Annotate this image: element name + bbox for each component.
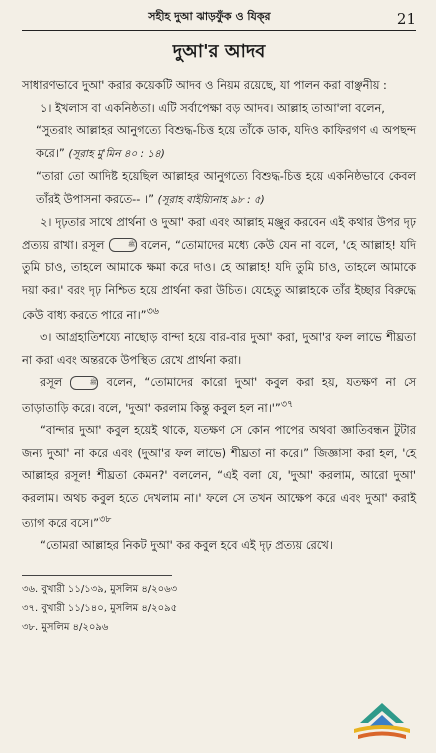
paragraph-text: বলেন, “তোমাদের মধ্যে কেউ যেন না বলে, 'হে আল্লাহ! যদি তুমি চাও, তাহলে আমাকে ক্ষমা করে দাও। হে আল্লাহ! যদি তুমি চাও, তাহলে আমাকে দয়া কর।' বরং দৃঢ় নিশ্চিত হয়ে প্রার্থনা করা উচিত। যেহেতু আল্লাহকে তাঁর ইচ্ছার বিরুদ্ধে কেউ বাধ্য করতে পারে না।”	[22, 237, 416, 322]
header-rule	[22, 30, 416, 31]
page-number: 21	[396, 10, 416, 28]
quote-text: “সুতরাং আল্লাহর আনুগত্যে বিশুদ্ধ-চিত্ত হয়ে তাঁকে ডাক, যদিও কাফিরগণ এ অপছন্দ করে।”	[36, 123, 416, 160]
chapter-title: দুআ'র আদব	[172, 41, 266, 62]
paragraph	[22, 419, 416, 534]
paragraph: ৩। আগ্রহাতিশয্যে নাছোড় বান্দা হয়ে বার-বার দুআ' করা, দুআ'র ফল লাভে শীঘ্রতা না করা এবং অন্তরকে উপস্থিত রেখে প্রার্থনা করা।	[22, 330, 416, 367]
body-text	[22, 74, 416, 557]
running-header	[22, 0, 416, 30]
footnotes	[22, 580, 416, 637]
quote-paragraph	[22, 119, 416, 165]
paragraph: ১। ইখলাস বা একনিষ্ঠতা। এটি সর্বাপেক্ষা বড় আদব। আল্লাহ তাআ'লা বলেন,	[40, 100, 385, 115]
quote-paragraph	[22, 165, 416, 211]
paragraph: সাধারণভাবে দুআ' করার কয়েকটি আদব ও নিয়ম রয়েছে, যা পালন করা বাঞ্ছনীয় :	[22, 78, 387, 92]
footnote-rule	[22, 575, 172, 576]
paragraph-text: রসূল	[40, 375, 63, 390]
paragraph-text: ২। দৃঢ়তার সাথে প্রার্থনা ও দুআ' করা এবং আল্লাহ মঞ্জুর করবেন এই কথার উপর দৃঢ় প্রত্যয় রাখা। রসূল	[22, 215, 416, 252]
quran-reference: (সূরাহ মু'মিন ৪০ : ১৪)	[68, 147, 165, 160]
footnote-marker: ৩৮	[99, 514, 112, 526]
salawat-icon: ﷺ	[109, 238, 137, 252]
quote-text: “তারা তো আদিষ্ট হয়েছিল আল্লাহর আনুগত্যে বিশুদ্ধ-চিত্ত হয়ে একনিষ্ঠভাবে কেবল তাঁরই উপাসনা করতে-- ।”	[36, 169, 416, 206]
footnote-marker: ৩৭	[280, 398, 294, 410]
footnote: ৩৬. বুখারী ১১/১৩৯, মুসলিম ৪/২০৬৩	[22, 583, 178, 595]
paragraph	[22, 371, 416, 419]
publisher-logo-icon	[346, 701, 418, 745]
paragraph-text: বলেন, “তোমাদের কারো দুআ' কবুল করা হয়, যতক্ষণ না সে তাড়াতাড়ি করে। বলে, 'দুআ' করলাম কিন্তু কবুল হল না।'”	[22, 375, 416, 415]
paragraph: “তোমরা আল্লাহর নিকট দুআ' কর কবুল হবে এই দৃঢ় প্রত্যয় রেখে।	[40, 538, 333, 553]
footnote: ৩৭. বুখারী ১১/১৪০, মুসলিম ৪/২০৯৫	[22, 602, 178, 614]
quran-reference: (সূরাহ বাইয়্যিনাহ ৯৮ : ৫)	[157, 193, 265, 206]
footnote-marker: ৩৬	[146, 306, 159, 317]
running-title: সহীহ দুআ ঝাড়ফুঁক ও যিক্‌র	[148, 10, 271, 23]
footnote: ৩৮. মুসলিম ৪/২০৯৬	[22, 621, 109, 633]
salawat-icon: ﷺ	[70, 376, 98, 390]
paragraph-text: “বান্দার দুআ' কবুল হয়েই থাকে, যতক্ষণ সে কোন পাপের অথবা জ্ঞাতিবন্ধন টুটার জন্য দুআ' না করে এবং (দুআ'র ফল লাভে) শীঘ্রতা না করে।” জিজ্ঞাসা করা হল, 'হে আল্লাহর রসূল! শীঘ্রতা কেমন?' বললেন, “এই বলা যে, 'দুআ' করলাম, আরো দুআ' করলাম। অথচ কবুল হতে দেখলাম না।' ফলে সে তখন আক্ষেপ করে এবং দুআ' করাই ত্যাগ করে বসে।”	[22, 423, 416, 530]
paragraph	[22, 211, 416, 326]
